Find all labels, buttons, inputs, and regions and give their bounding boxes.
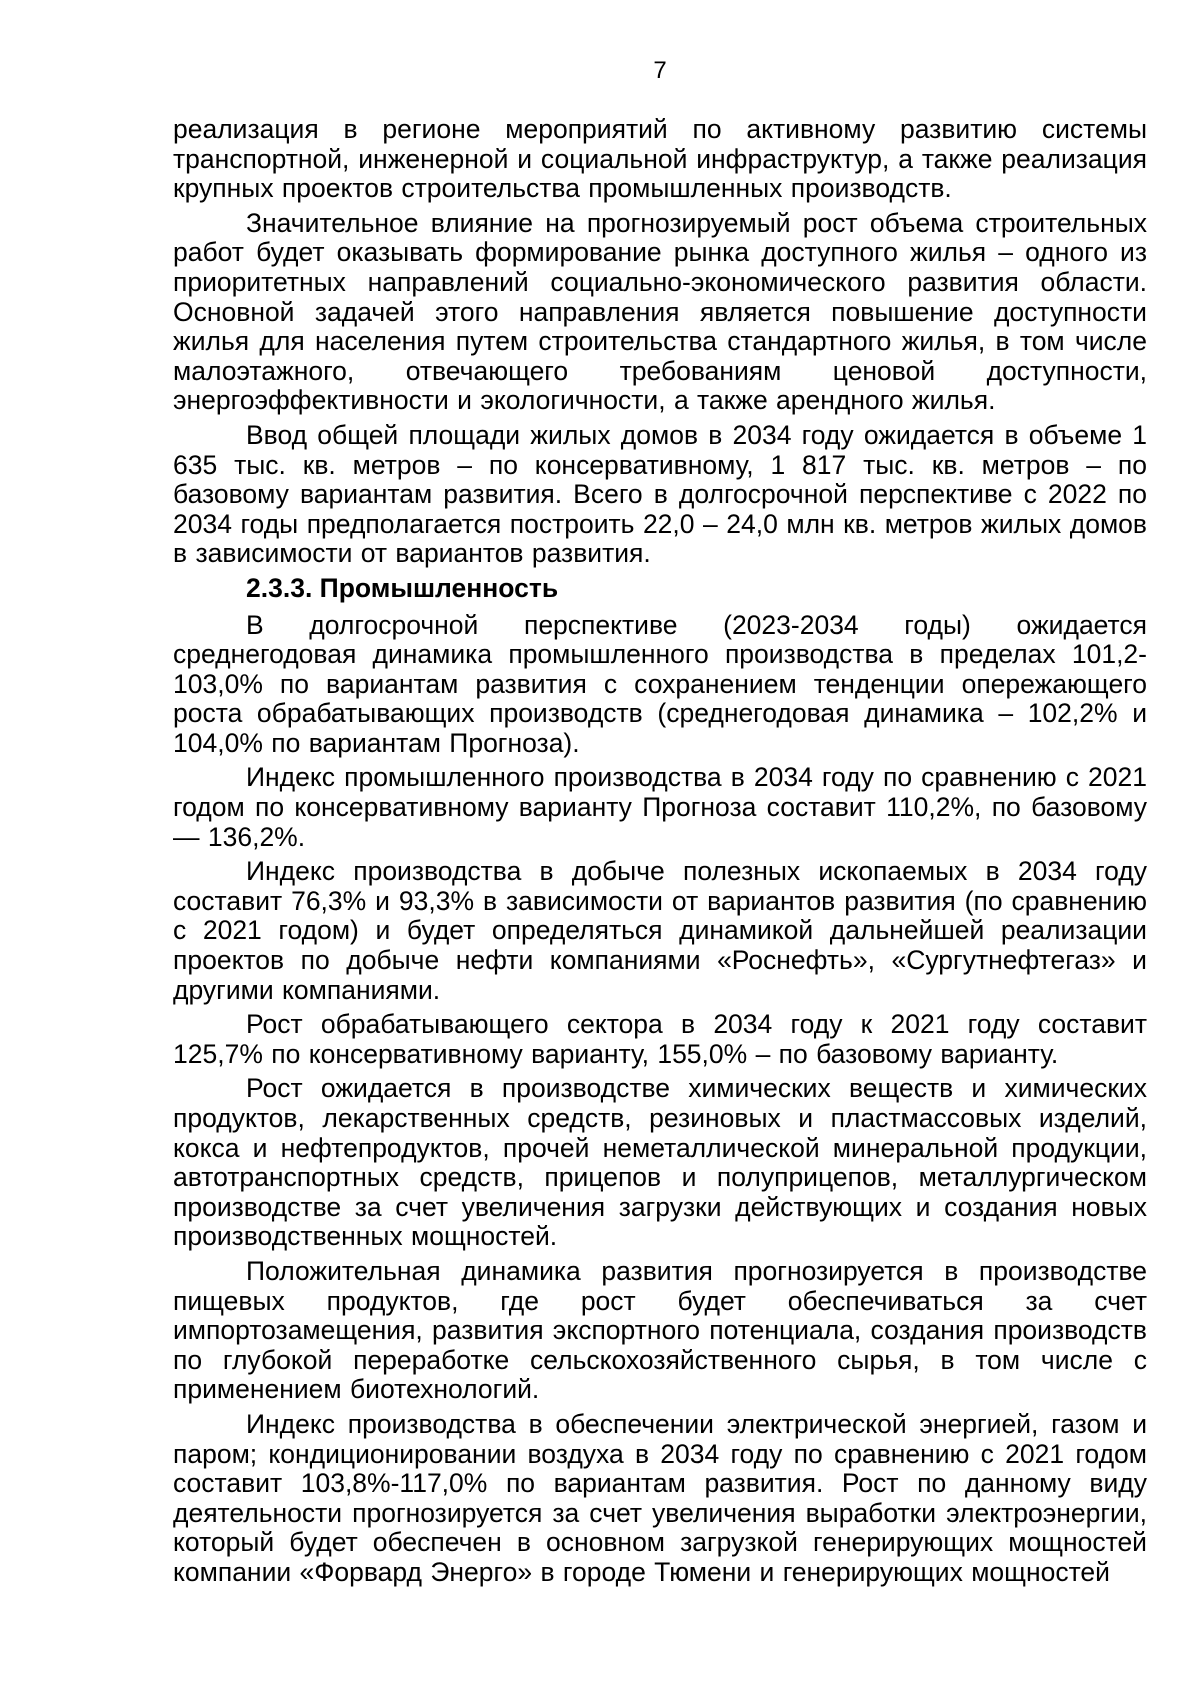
paragraph-mining-index: Индекс производства в добыче полезных ископаемых в 2034 году составит 76,3% и 93,3% в зависимости от вариантов развития (по сравнению с 2021 годом) и будет определяться динамикой дальнейшей реализации проектов по добыче нефти компаниями «Роснефть», «Сургутнефтегаз» и другими компаниями. [173,856,1147,1005]
page-number: 7 [653,57,667,84]
paragraph-manufacturing-growth: Рост обрабатывающего сектора в 2034 году к 2021 году составит 125,7% по консервативному варианту, 155,0% – по базовому варианту. [173,1009,1147,1069]
paragraph-continuation: реализация в регионе мероприятий по активному развитию системы транспортной, инженерной и социальной инфраструктур, а также реализация крупных проектов строительства промышленных производств. [173,114,1147,204]
paragraph-housing-market: Значительное влияние на прогнозируемый рост объема строительных работ будет оказывать формирование рынка доступного жилья – одного из приоритетных направлений социально-экономического развития области. Основной задачей этого направления является повышение доступности жилья для населения путем строительства стандартного жилья, в том числе малоэтажного, отвечающего требованиям ценовой доступности, энергоэффективности и экологичности, а также арендного жилья. [173,207,1147,416]
paragraph-growth-sectors: Рост ожидается в производстве химических веществ и химических продуктов, лекарственных средств, резиновых и пластмассовых изделий, кокса и нефтепродуктов, прочей неметаллической минеральной продукции, автотранспортных средств, прицепов и полуприцепов, металлургическом производстве за счет увеличения загрузки действующих и создания новых производственных мощностей. [173,1073,1147,1252]
paragraph-food-production: Положительная динамика развития прогнозируется в производстве пищевых продуктов, где рост будет обеспечиваться за счет импортозамещения, развития экспортного потенциала, создания производств по глубокой переработке сельскохозяйственного сырья, в том числе с применением биотехнологий. [173,1255,1147,1405]
paragraph-housing-commissioning: Ввод общей площади жилых домов в 2034 году ожидается в объеме 1 635 тыс. кв. метров – по консервативному, 1 817 тыс. кв. метров – по базовому вариантам развития. Всего в долгосрочной перспективе с 2022 по 2034 годы предполагается построить 22,0 – 24,0 млн кв. метров жилых домов в зависимости от вариантов развития. [173,419,1147,569]
paragraph-energy-index: Индекс производства в обеспечении электрической энергией, газом и паром; кондиционировании воздуха в 2034 году по сравнению с 2021 годом составит 103,8%-117,0% по вариантам развития. Рост по данному виду деятельности прогнозируется за счет увеличения выработки электроэнергии, который будет обеспечен в основном загрузкой генерирующих мощностей компании «Форвард Энерго» в городе Тюмени и генерирующих мощностей [173,1408,1147,1587]
paragraph-industry-dynamics: В долгосрочной перспективе (2023-2034 годы) ожидается среднегодовая динамика промышленного производства в пределах 101,2-103,0% по вариантам развития с сохранением тенденции опережающего роста обрабатывающих производств (среднегодовая динамика – 102,2% и 104,0% по вариантам Прогноза). [173,609,1147,758]
paragraph-industry-index: Индекс промышленного производства в 2034 году по сравнению с 2021 годом по консервативному варианту Прогноза составит 110,2%, по базовому — 136,2%. [173,762,1147,852]
document-page [173,56,1147,1593]
section-heading: 2.3.3. Промышленность [246,572,559,603]
